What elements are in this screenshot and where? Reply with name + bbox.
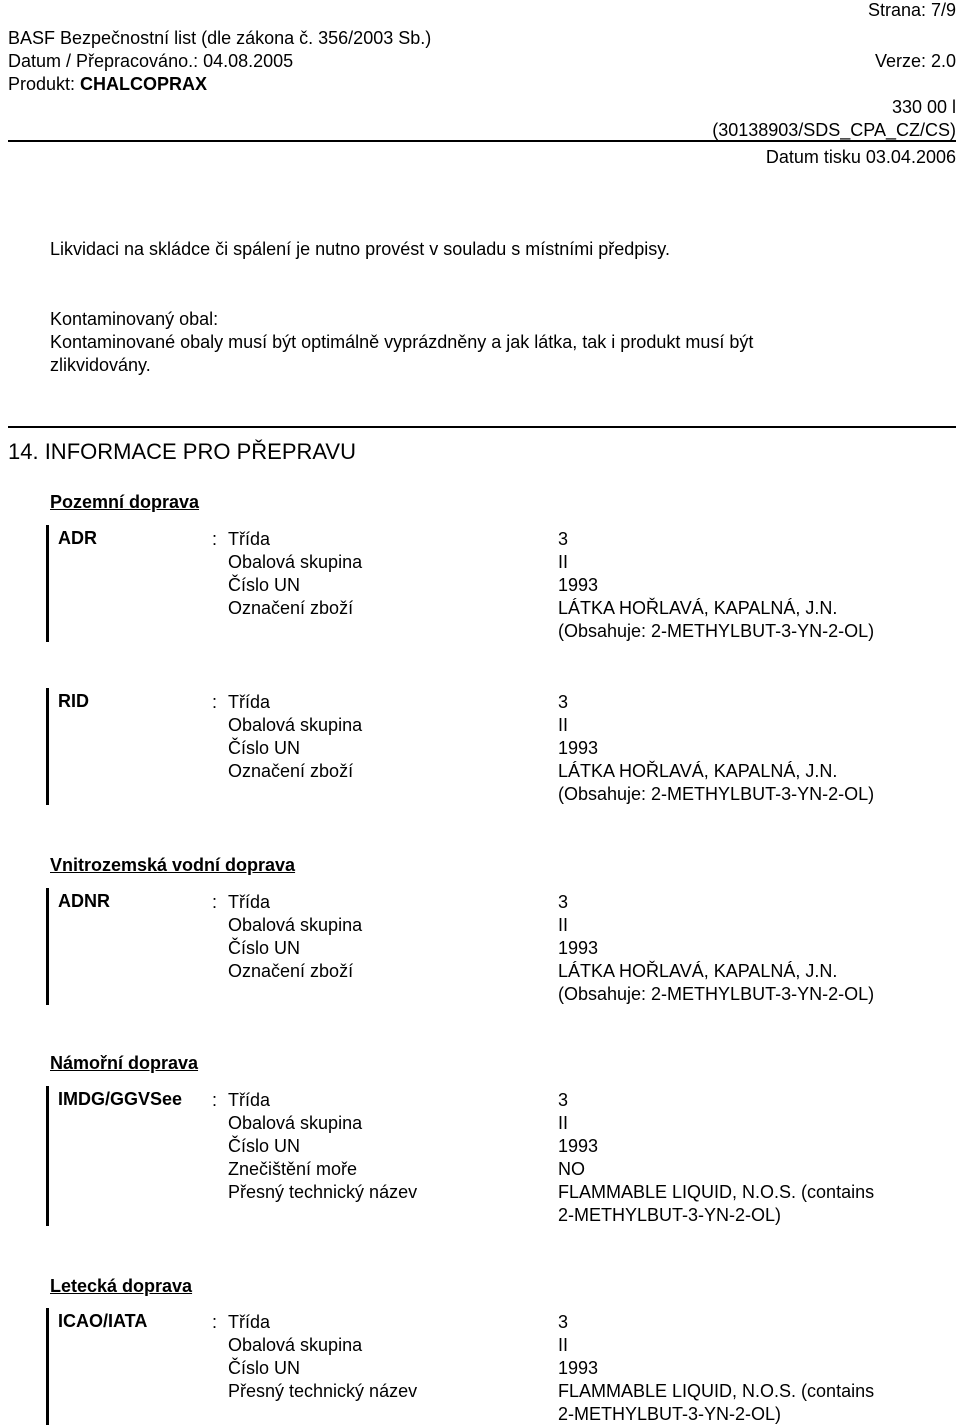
adnr-row: [0, 915, 960, 939]
imdg-label: Znečištění moře: [228, 1159, 358, 1179]
adnr-label: Třída: [228, 892, 271, 912]
revision-date: Datum / Přepracováno.: 04.08.2005: [8, 51, 294, 71]
product-code: 330 00 l: [891, 97, 956, 117]
icao-row: [0, 1312, 960, 1336]
adnr-row: [0, 892, 960, 916]
adnr-value: 1993: [558, 938, 599, 958]
adnr-value: II: [558, 915, 569, 935]
header-divider: [8, 140, 956, 142]
icao-label: Obalová skupina: [228, 1335, 363, 1355]
page-number: Strana: 7/9: [867, 0, 956, 20]
rid-value: 3: [558, 692, 569, 712]
adr-label: Číslo UN: [228, 575, 301, 595]
imdg-label: Třída: [228, 1090, 271, 1110]
section-title: 14. INFORMACE PRO PŘEPRAVU: [8, 439, 356, 464]
adr-row: [0, 575, 960, 599]
adr-label: Označení zboží: [228, 598, 354, 618]
adr-separator: :: [212, 529, 218, 549]
adr-row: [0, 529, 960, 553]
icao-row: [0, 1358, 960, 1382]
imdg-value: II: [558, 1113, 569, 1133]
rid-row: [0, 761, 960, 785]
icao-separator: :: [212, 1312, 218, 1332]
rid-label: Označení zboží: [228, 761, 354, 781]
imdg-label: Číslo UN: [228, 1136, 301, 1156]
icao-value: 3: [558, 1312, 569, 1332]
imdg-value: 2-METHYLBUT-3-YN-2-OL): [558, 1205, 782, 1225]
icao-value: II: [558, 1335, 569, 1355]
adnr-label: Obalová skupina: [228, 915, 363, 935]
document-title: BASF Bezpečnostní list (dle zákona č. 356/2003 Sb.): [8, 28, 432, 48]
adnr-label: Označení zboží: [228, 961, 354, 981]
rid-row: [0, 692, 960, 716]
document-id: (30138903/SDS_CPA_CZ/CS): [712, 120, 956, 140]
packaging-text-line2: zlikvidovány.: [50, 355, 151, 375]
product-label: Produkt:: [8, 74, 81, 94]
imdg-separator: :: [212, 1090, 218, 1110]
adr-value: 1993: [558, 575, 599, 595]
adnr-label: Číslo UN: [228, 938, 301, 958]
packaging-text-line1: Kontaminované obaly musí být optimálně vyprázdněny a jak látka, tak i produkt musí být: [50, 332, 754, 352]
adnr-value: 3: [558, 892, 569, 912]
adr-row: [0, 552, 960, 576]
adr-label: Obalová skupina: [228, 552, 363, 572]
adnr-value: LÁTKA HOŘLAVÁ, KAPALNÁ, J.N.: [558, 961, 838, 981]
adr-value: (Obsahuje: 2-METHYLBUT-3-YN-2-OL): [558, 621, 875, 641]
imdg-row: [0, 1159, 960, 1183]
rid-value: LÁTKA HOŘLAVÁ, KAPALNÁ, J.N.: [558, 761, 838, 781]
adnr-row: [0, 961, 960, 985]
group-land-transport: Pozemní doprava: [50, 492, 200, 512]
rid-label: Číslo UN: [228, 738, 301, 758]
group-inland-waterway: Vnitrozemská vodní doprava: [50, 855, 296, 875]
imdg-label: Obalová skupina: [228, 1113, 363, 1133]
adnr-code: ADNR: [58, 891, 110, 911]
icao-value: 1993: [558, 1358, 599, 1378]
icao-row: [0, 1381, 960, 1405]
icao-value: 2-METHYLBUT-3-YN-2-OL): [558, 1404, 782, 1424]
section-divider: [8, 426, 956, 428]
version: Verze: 2.0: [874, 51, 956, 71]
print-date: Datum tisku 03.04.2006: [765, 147, 956, 167]
adnr-row: [0, 984, 960, 1008]
imdg-label: Přesný technický název: [228, 1182, 418, 1202]
imdg-row: [0, 1113, 960, 1137]
imdg-value: 3: [558, 1090, 569, 1110]
adr-row: [0, 621, 960, 645]
adr-value: II: [558, 552, 569, 572]
adr-value: LÁTKA HOŘLAVÁ, KAPALNÁ, J.N.: [558, 598, 838, 618]
packaging-heading: Kontaminovaný obal:: [50, 309, 219, 329]
disposal-text: Likvidaci na skládce či spálení je nutno provést v souladu s místními předpisy.: [50, 239, 670, 259]
group-air-transport: Letecká doprava: [50, 1276, 193, 1296]
imdg-row: [0, 1136, 960, 1160]
rid-value: 1993: [558, 738, 599, 758]
rid-row: [0, 738, 960, 762]
rid-separator: :: [212, 692, 218, 712]
adnr-separator: :: [212, 892, 218, 912]
adr-value: 3: [558, 529, 569, 549]
imdg-code: IMDG/GGVSee: [58, 1089, 183, 1109]
icao-row: [0, 1404, 960, 1428]
adnr-value: (Obsahuje: 2-METHYLBUT-3-YN-2-OL): [558, 984, 875, 1004]
rid-code: RID: [58, 691, 89, 711]
rid-value: (Obsahuje: 2-METHYLBUT-3-YN-2-OL): [558, 784, 875, 804]
rid-label: Třída: [228, 692, 271, 712]
icao-code: ICAO/IATA: [58, 1311, 148, 1331]
rid-row: [0, 784, 960, 808]
rid-value: II: [558, 715, 569, 735]
icao-label: Číslo UN: [228, 1358, 301, 1378]
imdg-value: NO: [558, 1159, 585, 1179]
icao-row: [0, 1335, 960, 1359]
icao-label: Třída: [228, 1312, 271, 1332]
imdg-row: [0, 1205, 960, 1229]
product-line: [8, 75, 207, 93]
rid-row: [0, 715, 960, 739]
imdg-value: 1993: [558, 1136, 599, 1156]
icao-label: Přesný technický název: [228, 1381, 418, 1401]
group-sea-transport: Námořní doprava: [50, 1053, 199, 1073]
product-name: CHALCOPRAX: [80, 74, 208, 94]
adnr-row: [0, 938, 960, 962]
rid-label: Obalová skupina: [228, 715, 363, 735]
adr-row: [0, 598, 960, 622]
adr-label: Třída: [228, 529, 271, 549]
imdg-value: FLAMMABLE LIQUID, N.O.S. (contains: [558, 1182, 875, 1202]
imdg-row: [0, 1090, 960, 1114]
imdg-row: [0, 1182, 960, 1206]
adr-code: ADR: [58, 528, 97, 548]
icao-value: FLAMMABLE LIQUID, N.O.S. (contains: [558, 1381, 875, 1401]
